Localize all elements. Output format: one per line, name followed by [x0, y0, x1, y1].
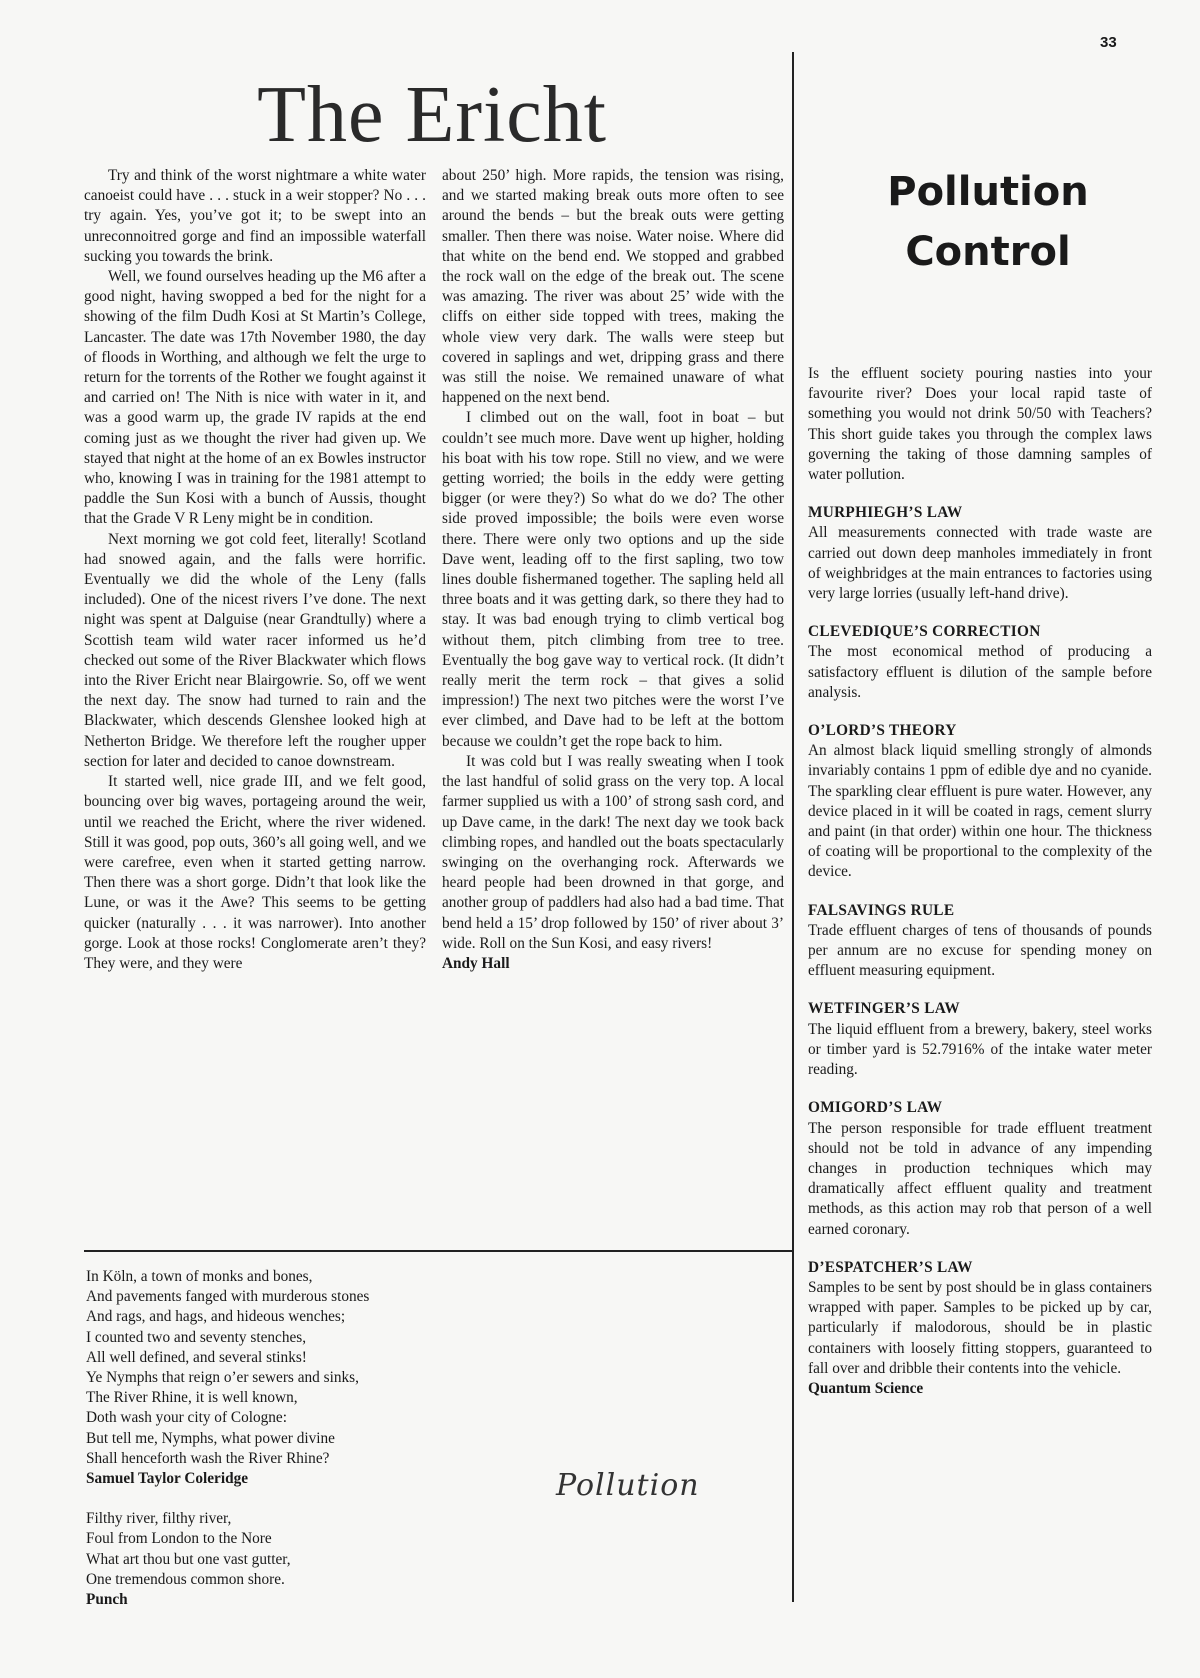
poem-author: Punch	[86, 1591, 128, 1609]
poem-line: But tell me, Nymphs, what power divine	[86, 1429, 335, 1447]
law-heading: OMIGORD’S LAW	[808, 1099, 943, 1117]
ericht-column-middle	[442, 166, 784, 974]
pollution-control-title	[808, 162, 1168, 282]
page-number: 33	[1100, 34, 1117, 51]
law-heading: FALSAVINGS RULE	[808, 901, 955, 919]
law-heading: D’ESPATCHER’S LAW	[808, 1258, 973, 1276]
ericht-column-left	[84, 166, 426, 974]
pollution-source: Quantum Science	[808, 1379, 924, 1397]
poem-author: Samuel Taylor Coleridge	[86, 1470, 249, 1488]
poem-line: What art thou but one vast gutter,	[86, 1550, 291, 1568]
poem-line: The River Rhine, it is well known,	[86, 1389, 298, 1407]
law-text: The liquid effluent from a brewery, bakery, steel works or timber yard is 52.7916% of the intake water meter reading.	[808, 1020, 1152, 1079]
law-heading: O’LORD’S THEORY	[808, 722, 957, 740]
ericht-paragraph: Try and think of the worst nightmare a white water canoeist could have . . . stuck in a weir stopper? No . . . try again. Yes, you’ve got it; to be swept into an unreconnoitred gorge and find an impossible waterfall sucking you towards the brink.	[84, 167, 426, 265]
law-text: All measurements connected with trade waste are carried out down deep manholes immediately in front of weighbridges at the main entrances to factories using very large lorries (usually left-hand drive).	[808, 524, 1152, 603]
law-heading: MURPHIEGH’S LAW	[808, 504, 963, 522]
poems-block	[86, 1267, 556, 1610]
law-heading: CLEVEDIQUE’S CORRECTION	[808, 623, 1041, 641]
horizontal-divider	[84, 1250, 794, 1252]
ericht-paragraph: about 250’ high. More rapids, the tension was rising, and we started making break outs more often to see around the bends – but the break outs were getting smaller. Then there was noise. Water noise. Where did that white on the bend end. We stopped and grabbed the rock wall on the edge of the break out. The scene was amazing. The river was about 25’ wide with the cliffs on either side topped with trees, making the whole view very dark. The walls were steep but covered in saplings and wet, dripping grass and there was still the noise. We remained unaware of what happened on the next bend.	[442, 167, 784, 407]
poem-line: Shall henceforth wash the River Rhine?	[86, 1449, 330, 1467]
law-text: An almost black liquid smelling strongly of almonds invariably contains 1 ppm of edible dye and no cyanide. The sparkling clear effluent is pure water. However, any device placed in it will be coated in rags, cement slurry and paint (in that order) within one hour. The thickness of coating will be proportional to the complexity of the device.	[808, 742, 1153, 881]
ericht-paragraph: Next morning we got cold feet, literally! Scotland had snowed again, and the falls were horrific. Eventually we did the whole of the Leny (falls included). One of the nicest rivers I’ve done. The next night was spent at Dalguise (near Grandtully) where a Scottish team wild water racer informed us he’d checked out some of the River Blackwater which flows into the River Ericht near Blairgowrie. So, off we went the next day. The snow had turned to rain and the Blackwater, which descends Glenshee looked high at Netherton Bridge. We therefore left the rougher upper section for later and decided to canoe downstream.	[84, 530, 426, 770]
law-text: Trade effluent charges of tens of thousands of pounds per annum are no excuse for spending money on effluent measuring equipment.	[808, 921, 1152, 980]
ericht-paragraph: Well, we found ourselves heading up the M6 after a good night, having swopped a bed for the night for a showing of the film Dudh Kosi at St Martin’s College, Lancaster. The date was 17th November 1980, the day of floods in Worthing, and although we felt the urge to return for the torrents of the Rother we fought against it and carried on! The Nith is nice with water in it, and was a good warm up, the grade IV rapids at the end coming just as we thought the river had given up. We stayed that night at the home of an ex Bowles instructor who, knowing I was in training for the 1981 attempt to paddle the Sun Kosi with a bunch of Aussis, thought that the Grade V R Leny might be in condition.	[84, 268, 426, 528]
poem-line: Doth wash your city of Cologne:	[86, 1409, 287, 1427]
pollution-signature: Pollution	[556, 1468, 700, 1503]
ericht-paragraph: I climbed out on the wall, foot in boat – but couldn’t see much more. Dave went up higher, holding his boat with his tow rope. Still no view, and we were getting worried; the boils in the eddy were getting bigger (or were they?) So what do we do? The other side proved impossible; the boils were even worse there. There were only two options and up the side Dave went, leading off to the first sapling, two tow lines double fishermaned together. The sapling held all three boats and it was getting dark, so there they had to stay. It was bad enough trying to climb vertical bog without them, pitch climbing from tree to tree. Eventually the bog gave way to vertical rock. (It didn’t really merit the term rock – that gives a solid impression!) The next two pitches were the worst I’ve ever climbed, and Dave had to be left at the bottom because we couldn’t get the rope back to him.	[442, 409, 784, 750]
poem-line: One tremendous common shore.	[86, 1570, 285, 1588]
poem-line: And rags, and hags, and hideous wenches;	[86, 1308, 346, 1326]
ericht-paragraph: It started well, nice grade III, and we felt good, bouncing over big waves, portageing around the weir, until we reached the Ericht, where the river widened. Still it was good, pop outs, 360’s all going well, and we were carefree, even when it started getting narrow. Then there was a short gorge. Didn’t that look like the Lune, or was it the Awe? This seems to be getting quicker (naturally . . . it was narrower). Into another gorge. Look at those rocks! Conglomerate aren’t they? They were, and they were	[84, 773, 426, 972]
poem-line: Ye Nymphs that reign o’er sewers and sinks,	[86, 1369, 359, 1387]
poem-line: All well defined, and several stinks!	[86, 1348, 307, 1366]
ericht-paragraph: It was cold but I was really sweating when I took the last handful of solid grass on the very top. A local farmer supplied us with a 100’ of strong sash cord, and up Dave came, in the dark! The next day we took back climbing ropes, and handled out the boats spectacularly swinging on the overhanging rock. Afterwards we heard people had been drowned in that gorge, and another group of paddlers had also had a bad time. That bend held a 15’ drop followed by 150’ of river about 3’ wide. Roll on the Sun Kosi, and easy rivers!	[442, 752, 784, 952]
poem-line: In Köln, a town of monks and bones,	[86, 1268, 313, 1285]
poem-line: And pavements fanged with murderous stones	[86, 1288, 370, 1306]
pollution-control-title-line: Pollution	[887, 169, 1089, 215]
poem-line: Foul from London to the Nore	[86, 1530, 272, 1548]
law-heading: WETFINGER’S LAW	[808, 1000, 960, 1018]
poem-line: Filthy river, filthy river,	[86, 1510, 232, 1528]
poem-spacer	[86, 1489, 556, 1509]
poem-line: I counted two and seventy stenches,	[86, 1328, 307, 1346]
law-text: Samples to be sent by post should be in glass containers wrapped with paper. Samples to be picked up by car, particularly if malodorous, should be in plastic containers with loosely fitting stoppers, guaranteed to fall over and dribble their contents into the vehicle.	[808, 1278, 1152, 1377]
vertical-divider	[792, 52, 794, 1602]
law-text: The most economical method of producing a satisfactory effluent is dilution of the sample before analysis.	[808, 643, 1152, 701]
pollution-control-title-line: Control	[905, 229, 1071, 275]
ericht-title: The Ericht	[257, 71, 607, 159]
pollution-control-column	[808, 364, 1152, 1399]
ericht-author: Andy Hall	[442, 954, 510, 972]
pollution-intro: Is the effluent society pouring nasties into your favourite river? Does your local rapid taste of something you would not drink 50/50 with Teachers? This short guide takes you through the complex laws governing the taking of those damning samples of water pollution.	[808, 365, 1152, 484]
law-text: The person responsible for trade effluent treatment should not be told in advance of any impending changes in production techniques which may dramatically affect effluent quality and treatment methods, as this action may rob that person of a well earned coronary.	[808, 1119, 1152, 1238]
